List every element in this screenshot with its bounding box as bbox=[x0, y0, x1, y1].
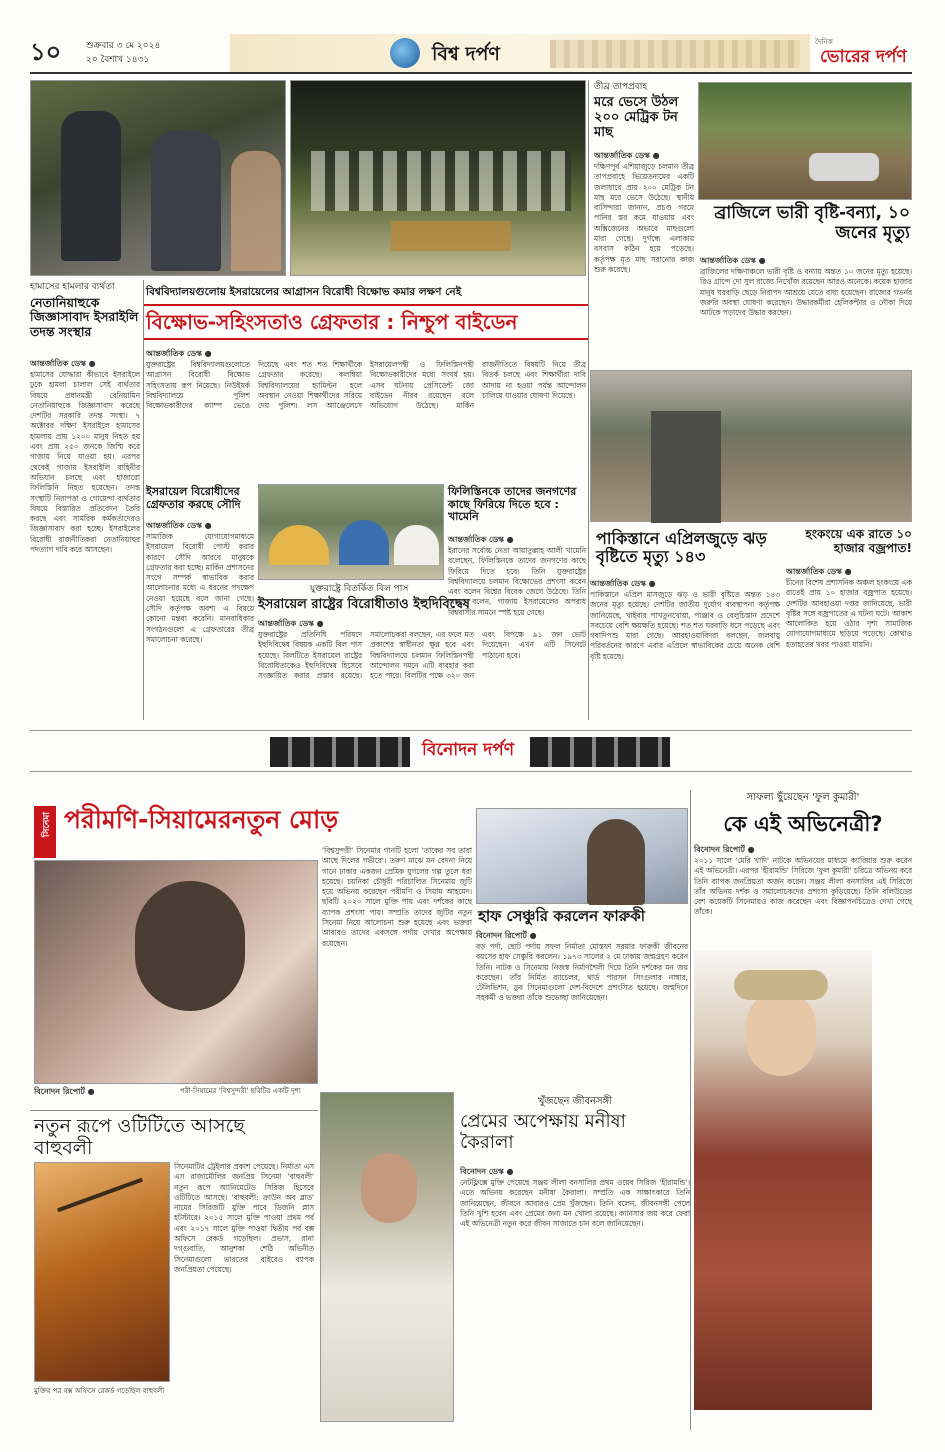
manisha-tag: বিনোদন ডেস্ক ● bbox=[460, 1167, 514, 1176]
faruki-headline: হাফ সেঞ্চুরি করলেন ফারুকী bbox=[478, 907, 646, 925]
brand-small: দৈনিক bbox=[815, 38, 833, 46]
brazil-tag: আন্তর্জাতিক ডেস্ক ● bbox=[700, 256, 766, 265]
faruki-tag: বিনোদন রিপোর্ট ● bbox=[476, 931, 537, 940]
header-section-title: বিশ্ব দর্পণ bbox=[432, 43, 500, 65]
photo-police-arrest bbox=[30, 80, 286, 276]
actress-kicker: সাফল্য ছুঁয়েছেন 'ফুল কুমারী' bbox=[746, 792, 860, 803]
bahubali-caption: মুক্তির পর বক্স অফিসে রেকর্ড গড়েছিল বাহুবলী bbox=[34, 1387, 165, 1395]
brazil-body: ব্রাজিলের দক্ষিণাঞ্চলে ভারী বৃষ্টি ও বন্যায় অন্তত ১০ জনের মৃত্যু হয়েছে। রিও গ্রান্দে দো সুল রাজ্যে নিখোঁজ রয়েছেন আরও অনেকে। কয়েক হাজার মানুষ ঘরবাড়ি ছেড়ে নিরাপদ আশ্রয়ে যেতে বাধ্য হয়েছেন। রাজ্যের গভর্নর জরুরি অবস্থা ঘোষণা করেছেন। উদ্ধারকর্মীরা হেলিকপ্টার ও নৌকা দিয়ে আটকে পড়াদের উদ্ধার করছেন। bbox=[700, 267, 912, 318]
manisha-body: নেটফ্লিক্সে মুক্তি পেয়েছে সঞ্জয় লীলা বনসালির প্রথম ওয়েব সিরিজ 'হীরামন্ডি'। এতে অভিনয় করেছেন মনীষা কৈরালা। সম্প্রতি এক সাক্ষাৎকারে তিনি জানিয়েছেন, জীবনে আবারও প্রেম খুঁজছেন। তিনি বলেন, জীবনসঙ্গী পেলে তিনি খুশি হবেন এবং প্রেমের জন্য মন খোলা রয়েছে। ক্যানসার জয় করে ফেরা এই অভিনেত্রী নতুন করে জীবন সাজাতে চান বলে জানিয়েছেন। bbox=[460, 1178, 690, 1229]
fish-kicker: তীব্র তাপপ্রবাহ bbox=[594, 82, 648, 92]
left-headline: নেতানিয়াহুকে জিজ্ঞাসাবাদ ইসরাইলি তদন্ত সংস্থার bbox=[30, 295, 139, 339]
left-body: হামাসের যোদ্ধারা কীভাবে ইসরাইলে ঢুকে হামলা চালাল সেই ব্যর্থতার বিষয়ে প্রধানমন্ত্রী বেনিয়ামিন নেতানিয়াহুকে জিজ্ঞাসাবাদ করেছে দেশটির সরকারি তদন্ত সংস্থা। ৭ অক্টোবর দক্ষিণ ইসরাইলে হামাসের হামলায় প্রায় ১২০০ মানুষ নিহত হয় এবং প্রায় ২৫০ জনকে জিম্মি করে গাজায় নিয়ে যাওয়া হয়। এরপর থেকেই গাজায় ইসরাইলি বাহিনীর অভিযান চলছে এবং হাজারো ফিলিস্তিনি নিহত হয়েছেন। তদন্ত সংস্থাটি নিরাপত্তা ও গোয়েন্দা ব্যর্থতার বিষয়ে বিস্তারিত প্রতিবেদন তৈরি করছে এবং সামরিক কর্মকর্তাদেরও জিজ্ঞাসাবাদ করা হচ্ছে। ইসরাইলের বিরোধী রাজনীতিকরা নেতানিয়াহুর পদত্যাগ দাবি করে আসছেন। bbox=[30, 370, 140, 555]
cinema-label bbox=[34, 806, 56, 858]
pori-caption: পরী-সিয়ামের 'বিশ্বসুন্দরী' ছবিটির একটি দৃশ্য bbox=[180, 1087, 301, 1095]
khamenei-body: ইরানের সর্বোচ্চ নেতা আয়াতুল্লাহ আলী খামেনি বলেছেন, ফিলিস্তিনকে তাদের জনগণের কাছে ফিরিয়ে দিতে হবে। তিনি যুক্তরাষ্ট্রের বিশ্ববিদ্যালয়ে চলমান বিক্ষোভের প্রশংসা করেন এবং বলেন বিশ্বের বিবেক জেগে উঠেছে। তিনি আরও বলেন, গাজায় ইসরায়েলের অপরাধ বিশ্ববাসীর সামনে স্পষ্ট হয়ে গেছে। bbox=[448, 546, 586, 617]
left-tag: আন্তর্জাতিক ডেস্ক ● bbox=[30, 359, 96, 368]
main-body: যুক্তরাষ্ট্রের বিশ্ববিদ্যালয়গুলোতে আগ্রাসন বিরোধী বিক্ষোভ সহিংসতায় রূপ নিয়েছে। নিউইয়র্ক বিশ্ববিদ্যালয়ে পুলিশ বিক্ষোভকারীদের ক্যাম্প ভেঙে দিয়েছে এবং শত শত শিক্ষার্থীকে গ্রেফতার করেছে। কলম্বিয়া বিশ্ববিদ্যালয়ের হ্যামিল্টন হলে অবস্থান নেওয়া শিক্ষার্থীদের সরিয়ে দেয় পুলিশ। লস অ্যাঞ্জেলেসে ইসরায়েলপন্থী ও ফিলিস্তিনপন্থী বিক্ষোভকারীদের মধ্যে সংঘর্ষ হয়। এসব ঘটনায় প্রেসিডেন্ট জো বাইডেন নীরব রয়েছেন বলে অভিযোগ উঠেছে। মার্কিন রাজনীতিতে বিষয়টি নিয়ে তীব্র বিতর্ক চলছে এবং শিক্ষার্থীরা দাবি আদায় না হওয়া পর্যন্ত আন্দোলন চালিয়ে যাওয়ার ঘোষণা দিয়েছে। bbox=[146, 360, 586, 411]
photo-faruki bbox=[476, 808, 688, 904]
photo-brazil-flood bbox=[698, 82, 912, 200]
film-strip-right bbox=[530, 737, 670, 767]
page-number: ১০ bbox=[30, 37, 62, 66]
saudi-headline: ইসরায়েল বিরোধীদের গ্রেফতার করছে সৌদি bbox=[146, 485, 241, 511]
manisha-headline: প্রেমের অপেক্ষায় মনীষা কৈরালা bbox=[460, 1111, 626, 1153]
photo-protest-camp bbox=[258, 484, 444, 580]
faruki-body: বড় পর্দা, ছোট পর্দায় সফল নির্মাতা মোস্তফা সরয়ার ফারুকী জীবনের বয়সের হাফ সেঞ্চুরি করলেন। ১৯৭৩ সালের ২ মে ঢাকায় জন্মগ্রহণ করেন তিনি। নাটক ও সিনেমায় নিজস্ব নির্মাণশৈলী দিয়ে তিনি দর্শকের মন জয় করেছেন। তাঁর নির্মিত ব্যাচেলর, থার্ড পারসন সিংগুলার নাম্বার, টেলিভিশন, ডুব সিনেমাগুলো দেশ-বিদেশে প্রশংসিত হয়েছে। জন্মদিনে সহকর্মী ও ভক্তরা তাঁকে শুভেচ্ছা জানিয়েছেন। bbox=[476, 942, 688, 1003]
bahubali-headline: নতুন রূপে ওটিটিতে আসছে বাহুবলী bbox=[34, 1115, 245, 1159]
usa-tag: আন্তর্জাতিক ডেস্ক ● bbox=[258, 619, 324, 628]
saudi-body: সামাজিক যোগাযোগমাধ্যমে ইসরায়েল বিরোধী পোস্ট করার কারণে সৌদি আরবে মানুষকে গ্রেফতার করা হচ্ছে। মার্কিন প্রশাসনের সংগে সম্পর্ক স্বাভাবিক করার আলোচনার মধ্যে এ ধরনের পদক্ষেপ নেওয়া হয়েছে বলে জানা গেছে। সৌদি কর্তৃপক্ষ অবশ্য এ বিষয়ে কোনো মন্তব্য করেনি। মানবাধিকার সংগঠনগুলো এ গ্রেফতারের তীব্র সমালোচনা করেছে। bbox=[146, 532, 254, 644]
pori-body: 'বিশ্বসুন্দরী' সিনেমার গানটি হলো 'তাকের সব তারা আছে দিলের গভীরে'। তরুণ মাঝে মন বেদনা নিয়ে গানে ঢাকার একজন প্রেমিক যুগলের গল্প তুলে ধরা হয়েছে। চয়নিকা চৌধুরী পরিচালিত সিনেমায় জুটি হয়ে অভিনয় করেছেন পরীমণি ও সিয়াম আহমেদ। ছবিটি ২০২০ সালে মুক্তি পায় এবং দর্শকের কাছে ব্যাপক প্রশংসা পায়। সম্প্রতি তাদের জুটির নতুন সিনেমা নিয়ে আলোচনা শুরু হয়েছে এবং ভক্তরা আবারও তাদের একসঙ্গে পর্দায় দেখার অপেক্ষায় রয়েছেন। bbox=[322, 846, 472, 948]
khamenei-tag: আন্তর্জাতিক ডেস্ক ● bbox=[448, 535, 514, 544]
page-header bbox=[30, 34, 912, 74]
hongkong-body: চীনের বিশেষ প্রশাসনিক অঞ্চল হংকংয়ে এক রাতেই প্রায় ১০ হাজার বজ্রপাত হয়েছে। দেশটির আবহাওয়া দপ্তর জানিয়েছে, ভারী বৃষ্টির সঙ্গে বজ্রপাতের এ ঘটনা ঘটে। আকাশ আলোকিত হয়ে ওঠার দৃশ্য সামাজিক যোগাযোগমাধ্যমে ছড়িয়ে পড়েছে। কোথাও হতাহতের খবর পাওয়া যায়নি। bbox=[786, 578, 912, 649]
top-headline: বিশ্ববিদ্যালয়গুলোয় ইসরায়েলের আগ্রাসন বিরোধী বিক্ষোভ কমার লক্ষণ নেই bbox=[146, 286, 462, 298]
pori-tag: বিনোদন রিপোর্ট ● bbox=[34, 1087, 95, 1096]
actress-headline: কে এই অভিনেত্রী? bbox=[723, 812, 883, 836]
cinema-label-text: সিনেমা bbox=[42, 812, 52, 838]
pakistan-headline: পাকিস্তানে এপ্রিলজুড়ে ঝড় বৃষ্টিতে মৃত্যু ১৪৩ bbox=[596, 529, 767, 567]
header-banner bbox=[230, 34, 810, 72]
usa-body: যুক্তরাষ্ট্রের প্রতিনিধি পরিষদে ইহুদিবিদ্বেষ বিষয়ক একটি বিল পাস হয়েছে। বিলটিতে ইসরায়েল রাষ্ট্রের বিরোধিতাকেও ইহুদিবিদ্বেষ হিসেবে সংজ্ঞায়িত করার প্রস্তাব রয়েছে। সমালোচকরা বলছেন, এর ফলে মত প্রকাশের স্বাধীনতা ক্ষুণ্ণ হবে এবং বিশ্ববিদ্যালয়ে চলমান ফিলিস্তিনপন্থী আন্দোলন দমনে এটি ব্যবহার করা হতে পারে। বিলটির পক্ষে ৩২০ জন এবং বিপক্ষে ৯১ জন ভোট দিয়েছেন। এখন এটি সিনেটে পাঠানো হবে। bbox=[258, 630, 586, 681]
brand-logo: ভোরের দর্পণ bbox=[820, 47, 907, 67]
photo-pakistan-storm bbox=[590, 370, 912, 522]
film-strip-left bbox=[270, 737, 410, 767]
bahubali-body: সিনেমাটির ট্রেইলার প্রকাশ পেয়েছে। নির্মাতা এস এস রাজামৌলির জনপ্রিয় সিনেমা 'বাহুবলী' নতুন রূপে অ্যানিমেটেড সিরিজ হিসেবে ওটিটিতে আসছে। 'বাহুবলী: ক্রাউন অব ব্লাড' নামের সিরিজটি মুক্তি পাবে ডিজনি প্লাস হটস্টারে। ২০১৫ সালে মুক্তি পাওয়া প্রথম পর্ব এবং ২০১৭ সালে মুক্তি পাওয়া দ্বিতীয় পর্ব বক্স অফিসে রেকর্ড গড়েছিল। প্রভাস, রানা দগ্গুবাতি, আনুশকা শেঠি অভিনীত সিনেমাগুলো ভারতের বাইরেও ব্যাপক জনপ্রিয়তা পেয়েছে। bbox=[174, 1162, 314, 1274]
globe-icon bbox=[390, 38, 420, 68]
entertainment-banner bbox=[30, 730, 912, 772]
pakistan-body: পাকিস্তানে এপ্রিল মাসজুড়ে ঝড় ও ভারী বৃষ্টিতে অন্তত ১৪৩ জনের মৃত্যু হয়েছে। দেশটির জাতীয় দুর্যোগ ব্যবস্থাপনা কর্তৃপক্ষ জানিয়েছে, খাইবার পাখতুনখোয়া, পাঞ্জাব ও বেলুচিস্তান প্রদেশে সবচেয়ে বেশি ক্ষয়ক্ষতি হয়েছে। শত শত ঘরবাড়ি ধসে পড়েছে এবং গবাদিপশু মারা গেছে। আবহাওয়াবিদরা বলছেন, জলবায়ু পরিবর্তনের কারণে এবার এপ্রিলে স্বাভাবিকের চেয়ে অনেক বেশি বৃষ্টি হয়েছে। bbox=[590, 590, 780, 661]
brazil-headline: ব্রাজিলে ভারী বৃষ্টি-বন্যা, ১০ জনের মৃত্যু bbox=[714, 203, 910, 243]
fish-headline: মরে ভেসে উঠল ২০০ মেট্রিক টন মাছ bbox=[594, 95, 679, 140]
photo-campus-clash bbox=[290, 80, 586, 276]
landmarks-strip bbox=[550, 40, 800, 68]
header-date: শুক্রবার ৩ মে ২০২৪ bbox=[86, 41, 161, 51]
main-tag: আন্তর্জাতিক ডেস্ক ● bbox=[146, 349, 212, 358]
actress-body: ২০১১ সালে 'মেরি খাদি' নাটকে অভিনয়ের মাধ্যমে ক্যারিয়ার শুরু করেন এই অভিনেত্রী। এরপর 'হীরামন্ডি' সিরিজে 'ফুল কুমারী' চরিত্রে অভিনয় করে তিনি ব্যাপক জনপ্রিয়তা অর্জন করেন। সঞ্জয় লীলা বনসালির এই সিরিজে তাঁর অভিনয় দর্শক ও সমালোচকদের প্রশংসা কুড়িয়েছে। তিনি বলিউডের বেশ কয়েকটি সিনেমায়ও কাজ করেছেন এবং বিজ্ঞাপনচিত্রেও দেখা গেছে তাঁকে। bbox=[694, 856, 912, 917]
pori-headline: পরীমণি-সিয়ামেরনতুন মোড় bbox=[64, 805, 339, 834]
hongkong-headline: হংকংয়ে এক রাতে ১০ হাজার বজ্রপাত! bbox=[805, 527, 912, 555]
entertainment-title: বিনোদন দর্পণ bbox=[422, 740, 514, 760]
photo-manisha bbox=[320, 1092, 454, 1422]
usa-headline: ইসরায়েল রাষ্ট্রের বিরোধীতাও ইহুদিবিদ্বেষ bbox=[258, 597, 470, 612]
left-kicker: হামাসের হামলার ব্যর্থতা bbox=[30, 282, 115, 292]
fish-tag: আন্তর্জাতিক ডেস্ক ● bbox=[594, 151, 660, 160]
fish-body: দক্ষিণপূর্ব এশিয়াজুড়ে চলমান তীব্র তাপপ্রবাহে ভিয়েতনামের একটি জলাধারে প্রায় ২০০ মেট্রিক টন মাছ মরে ভেসে উঠেছে। স্থানীয় বাসিন্দারা জানান, প্রচণ্ড গরমে পানির স্তর কমে যাওয়ায় এবং অক্সিজেনের অভাবে মাছগুলো মারা গেছে। দুর্গন্ধে এলাকায় বসবাস কঠিন হয়ে পড়েছে। কর্তৃপক্ষ মৃত মাছ সরানোর কাজ শুরু করেছে। bbox=[594, 162, 694, 274]
main-headline-box bbox=[144, 304, 588, 340]
main-headline: বিক্ষোভ-সহিংসতাও গ্রেফতার : নিশ্চুপ বাইডেন bbox=[146, 310, 518, 334]
manisha-kicker: খুঁজছেন জীবনসঙ্গী bbox=[537, 1096, 613, 1107]
usa-kicker: যুক্তরাষ্ট্রে বিতর্কিত বিল পাস bbox=[310, 584, 409, 594]
actress-tag: বিনোদন রিপোর্ট ● bbox=[694, 845, 755, 854]
pakistan-tag: আন্তর্জাতিক ডেস্ক ● bbox=[590, 579, 656, 588]
saudi-tag: আন্তর্জাতিক ডেস্ক ● bbox=[146, 521, 212, 530]
header-bengali-date: ২০ বৈশাখ ১৪৩১ bbox=[86, 55, 150, 65]
photo-bahubali bbox=[34, 1162, 170, 1382]
photo-pori-siam bbox=[34, 860, 318, 1084]
photo-actress bbox=[694, 950, 872, 1410]
hongkong-tag: আন্তর্জাতিক ডেস্ক ● bbox=[786, 567, 852, 576]
khamenei-headline: ফিলিস্তিনকে তাদের জনগণের কাছে ফিরিয়ে দিতে হবে : খামেনি bbox=[448, 485, 577, 524]
